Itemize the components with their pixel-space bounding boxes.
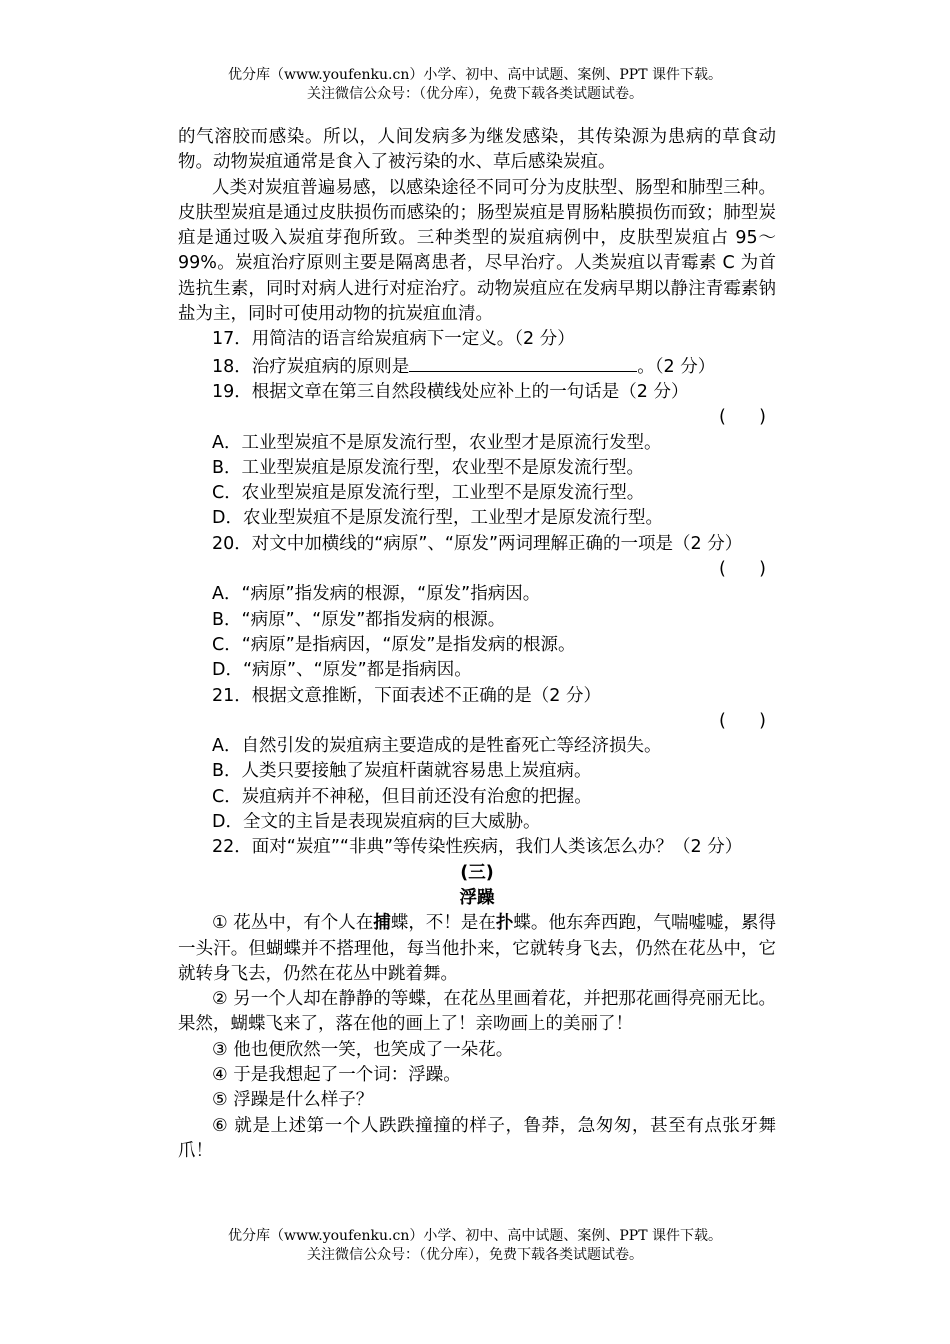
option-c: C．农业型炭疽是原发流行型，工业型不是原发流行型。 — [212, 483, 645, 504]
question-19: 19．根据文章在第三自然段横线处应补上的一句话是（2 分） — [212, 381, 689, 402]
option-d: D．全文的主旨是表现炭疽病的巨大威胁。 — [212, 812, 541, 833]
option-a: A．工业型炭疽不是原发流行型，农业型才是原流行发型。 — [212, 432, 662, 453]
option-a: A．自然引发的炭疽病主要造成的是牲畜死亡等经济损失。 — [212, 736, 662, 757]
footer-line-2: 关注微信公众号：（优分库），免费下载各类试题试卷。 — [307, 1247, 643, 1263]
bold-word: 扑 — [495, 913, 514, 934]
essay-paragraph-6: ⑥ 就是上述第一个人跌跌撞撞的样子，鲁莽，急匆匆，甚至有点张牙舞爪！ — [178, 1115, 776, 1161]
essay-paragraph-2: ② 另一个人却在静静的等蝶，在花丛里画着花，并把那花画得亮丽无比。果然，蝴蝶飞来了，落在他的画上了！亲吻画上的美丽了！ — [178, 989, 776, 1035]
header-line-1: 优分库（www.youfenku.cn）小学、初中、高中试题、案例、PPT 课件下载。 — [227, 67, 722, 83]
question-22: 22．面对“炭疽”“非典”等传染性疾病，我们人类该怎么办？（2 分） — [212, 837, 743, 858]
question-20: 20．对文中加横线的“病原”、“原发”两词理解正确的一项是（2 分） — [212, 533, 743, 554]
section-title: 浮躁 — [459, 887, 495, 908]
question-18 — [178, 353, 776, 380]
essay-paragraph-5: ⑤ 浮躁是什么样子？ — [212, 1090, 374, 1111]
option-b: B．人类只要接触了炭疽杆菌就容易患上炭疽病。 — [212, 761, 592, 782]
answer-parentheses[interactable]: ( ) — [718, 559, 766, 580]
essay-paragraph-1 — [178, 911, 776, 987]
question-18-text: 18．治疗炭疽病的原则是 — [212, 356, 410, 377]
header-line-2: 关注微信公众号：（优分库），免费下载各类试题试卷。 — [307, 86, 643, 102]
answer-parentheses[interactable]: ( ) — [718, 710, 766, 731]
essay-paragraph-3: ③ 他也便欣然一笑，也笑成了一朵花。 — [212, 1039, 514, 1060]
question-17: 17．用简洁的语言给炭疽病下一定义。（2 分） — [212, 329, 575, 350]
passage-paragraph-2: 人类对炭疽普遍易感，以感染途径不同可分为皮肤型、肠型和肺型三种。皮肤型炭疽是通过皮肤损伤而感染的；肠型炭疽是胃肠粘膜损伤而致；肺型炭疽是通过吸入炭疽芽孢所致。三种类型的炭疽病例中，皮肤型炭疽占 95～99%。炭疽治疗原则主要是隔离患者，尽早治疗。人类炭疽以青霉素 C 为首选抗生素，同时对病人进行对症治疗。动物炭疽应在发病早期以静注青霉素钠盐为主，同时可使用动物的抗炭疽血清。 — [178, 177, 776, 325]
option-d: D．农业型炭疽不是原发流行型，工业型才是原发流行型。 — [212, 508, 663, 529]
answer-parentheses[interactable]: ( ) — [718, 407, 766, 428]
page-header — [0, 66, 950, 104]
section-number: (三) — [460, 862, 494, 883]
question-18-score: 。（2 分） — [637, 356, 716, 377]
option-d: D．“病原”、“原发”都是指病因。 — [212, 660, 472, 681]
passage-paragraph-1: 的气溶胶而感染。所以，人间发病多为继发感染，其传染源为患病的草食动物。动物炭疽通常是食入了被污染的水、草后感染炭疽。 — [178, 127, 776, 173]
option-b: B．工业型炭疽是原发流行型，农业型不是原发流行型。 — [212, 457, 645, 478]
answer-blank[interactable] — [409, 353, 637, 372]
option-b: B．“病原”、“原发”都指发病的根源。 — [212, 609, 506, 630]
document-body — [178, 125, 776, 1164]
essay-paragraph-4: ④ 于是我想起了一个词：浮躁。 — [212, 1064, 461, 1085]
option-c: C．炭疽病并不神秘，但目前还没有治愈的把握。 — [212, 786, 592, 807]
essay-text: ① 花丛中，有个人在 — [212, 913, 374, 934]
question-21: 21．根据文意推断，下面表述不正确的是（2 分） — [212, 685, 601, 706]
page-footer — [0, 1227, 950, 1265]
bold-word: 捕 — [373, 913, 391, 934]
footer-line-1: 优分库（www.youfenku.cn）小学、初中、高中试题、案例、PPT 课件下载。 — [227, 1228, 722, 1244]
essay-text: 蝶。他东奔西跑，气喘嘘嘘，累得一头汗。但蝴蝶并不搭理他，每当他扑来，它就转身飞去，仍然在花丛中，它就转身飞去，仍然在花丛中跳着舞。 — [178, 913, 777, 984]
essay-text: 蝶，不！是在 — [390, 913, 496, 934]
option-c: C．“病原”是指病因，“原发”是指发病的根源。 — [212, 634, 576, 655]
option-a: A．“病原”指发病的根源，“原发”指病因。 — [212, 584, 541, 605]
